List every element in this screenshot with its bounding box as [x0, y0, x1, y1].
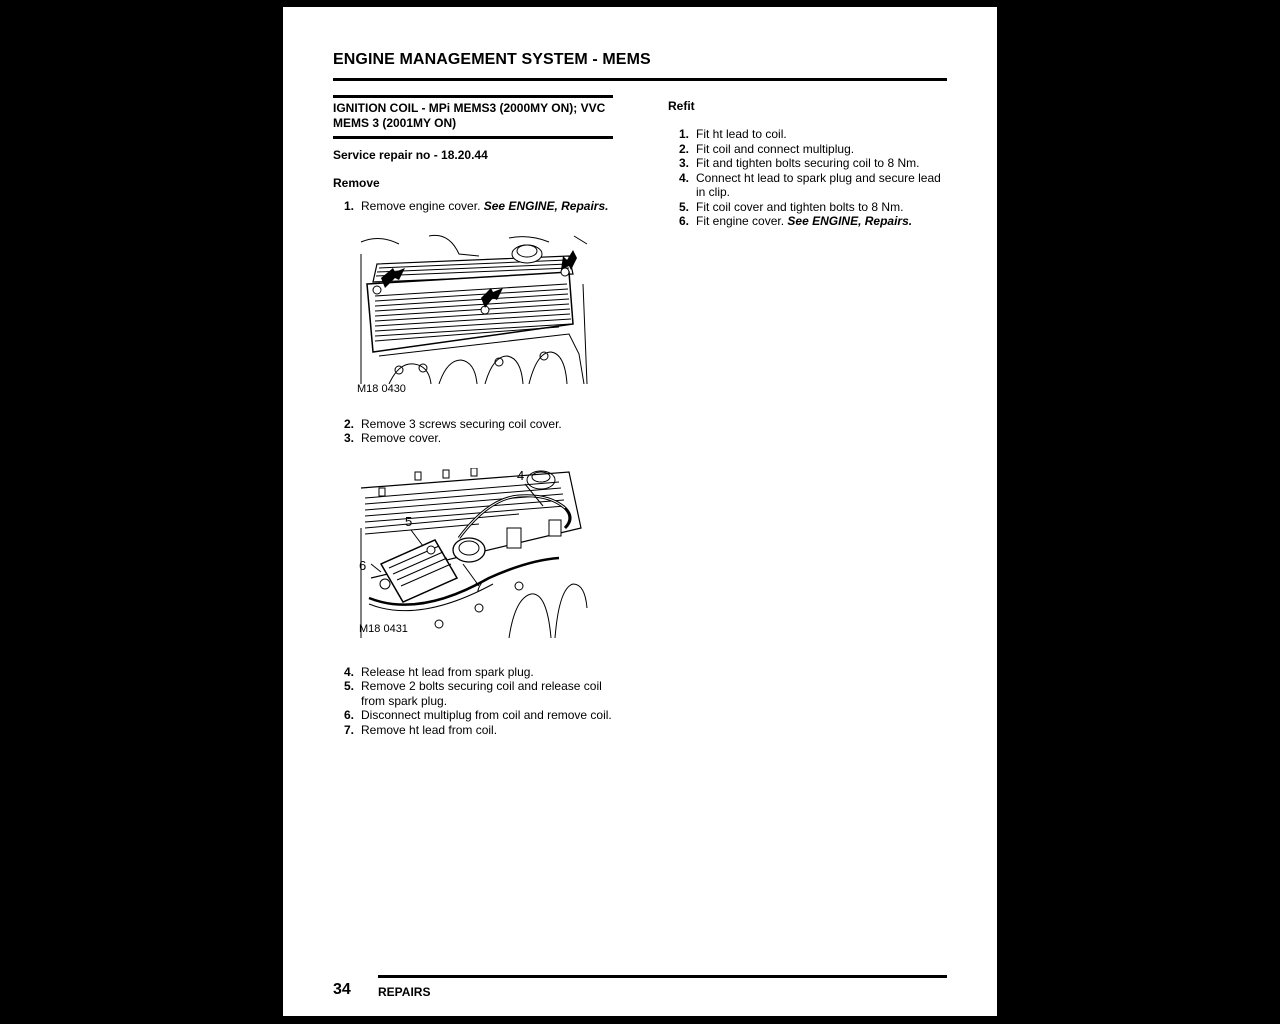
figure-label: M18 0431 — [359, 622, 408, 635]
remove-heading: Remove — [333, 176, 380, 190]
step-text-main: Remove engine cover. — [361, 199, 484, 213]
page-footer — [333, 975, 947, 1005]
step-text: Remove ht lead from coil. — [361, 722, 498, 737]
step-number: 6. — [678, 214, 689, 228]
list-item — [333, 431, 613, 446]
cross-reference-link[interactable]: See ENGINE, Repairs. — [483, 199, 609, 213]
cross-reference-link[interactable]: See ENGINE, Repairs. — [787, 214, 913, 228]
callout-6: 6 — [359, 557, 367, 573]
step-text: Remove 3 screws securing coil cover. — [361, 416, 562, 431]
callout-5: 5 — [405, 513, 413, 529]
section-title — [333, 95, 613, 139]
footer-section-label: REPAIRS — [378, 985, 431, 999]
step-number: 3. — [343, 431, 354, 445]
remove-steps-c — [333, 665, 613, 738]
page-header — [333, 51, 947, 81]
arrow-marker — [561, 250, 577, 270]
step-text: Fit ht lead to coil. — [696, 127, 787, 141]
remove-steps-a — [333, 199, 613, 214]
refit-heading: Refit — [668, 99, 695, 113]
callout-4: 4 — [517, 467, 525, 483]
step-text: Remove 2 bolts securing coil and release coil from spark plug. — [361, 679, 602, 708]
step-text: Disconnect multiplug from coil and remove coil. — [361, 708, 612, 722]
list-item — [668, 156, 948, 171]
list-item — [668, 214, 948, 229]
list-item — [668, 171, 948, 200]
step-number: 6. — [343, 708, 354, 722]
step-text: Fit coil and connect multiplug. — [696, 141, 855, 156]
list-item — [333, 417, 613, 432]
manual-page — [283, 7, 997, 1016]
list-item — [668, 200, 948, 215]
list-item — [668, 127, 948, 142]
figure-label: M18 0430 — [357, 382, 406, 395]
step-number: 2. — [343, 416, 354, 431]
list-item — [333, 665, 613, 680]
callout-7: 7 — [475, 579, 483, 595]
page-title: ENGINE MANAGEMENT SYSTEM - MEMS — [333, 51, 651, 68]
step-number: 5. — [678, 199, 689, 214]
step-text: Remove cover. — [361, 431, 442, 445]
step-number: 1. — [678, 127, 689, 141]
step-number: 3. — [678, 156, 689, 170]
step-number: 4. — [678, 170, 689, 185]
step-number: 2. — [678, 141, 689, 156]
refit-steps — [668, 127, 948, 229]
service-repair-number: Service repair no - 18.20.44 — [333, 148, 488, 162]
figure-engine-cover — [359, 234, 589, 399]
step-text — [361, 199, 613, 214]
list-item — [333, 708, 613, 723]
page-number: 34 — [333, 981, 351, 998]
step-text: Release ht lead from spark plug. — [361, 664, 534, 679]
list-item — [333, 199, 613, 214]
step-number: 7. — [343, 722, 354, 737]
left-column — [333, 95, 613, 737]
figure-ignition-coil — [359, 468, 589, 643]
list-item — [333, 723, 613, 738]
section-title-line2: MEMS 3 (2001MY ON) — [333, 116, 457, 130]
ignition-coil-illustration — [359, 468, 589, 638]
list-item — [668, 142, 948, 157]
right-column — [668, 99, 948, 229]
step-number: 1. — [343, 199, 354, 213]
step-text: Connect ht lead to spark plug and secure lead in clip. — [696, 170, 941, 199]
footer-rule — [378, 975, 947, 978]
step-text: Fit coil cover and tighten bolts to 8 Nm. — [696, 199, 904, 214]
remove-steps-b — [333, 417, 613, 446]
engine-cover-illustration — [359, 234, 589, 384]
step-number: 4. — [343, 664, 354, 679]
step-text: Fit and tighten bolts securing coil to 8 Nm. — [696, 156, 920, 170]
step-number: 5. — [343, 679, 354, 693]
list-item — [333, 679, 613, 708]
step-text — [696, 214, 948, 229]
step-text-main: Fit engine cover. — [696, 214, 788, 228]
section-title-line1: IGNITION COIL - MPi MEMS3 (2000MY ON); VVC — [333, 101, 606, 115]
